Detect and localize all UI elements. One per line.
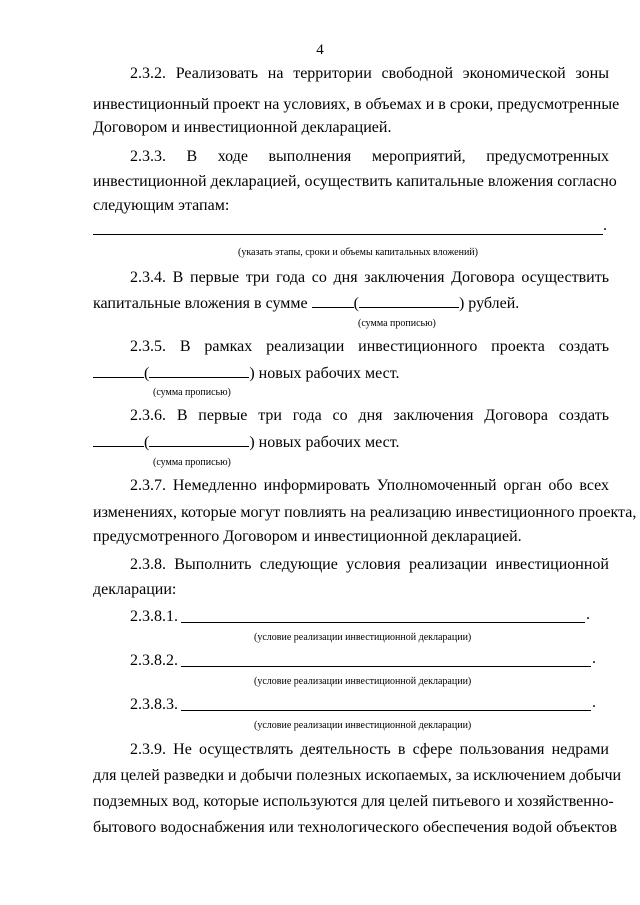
clause-2-3-4-line-1: 2.3.4. В первые три года со дня заключения Договора осуществить: [130, 269, 609, 286]
clause-2-3-4-line-2: [93, 292, 609, 314]
clause-2-3-3-line-2: инвестиционной декларацией, осуществить капитальные вложения согласно: [93, 173, 617, 190]
clause-2-3-9-line-2: для целей разведки и добычи полезных ископаемых, за исключением добычи: [93, 767, 622, 784]
page-number: 4: [316, 42, 324, 58]
clause-2-3-9-line-3: подземных вод, которые используются для целей питьевого и хозяйственно-: [93, 793, 614, 810]
clause-2-3-8-line-2: декларации:: [93, 581, 177, 598]
clause-2-3-3-line-3: следующим этапам:: [93, 197, 230, 214]
stages-blank-caption: (указать этапы, сроки и объемы капитальных вложений): [238, 247, 478, 258]
new-jobs-label: новых рабочих мест.: [258, 434, 400, 451]
clause-2-3-3-line-1: 2.3.3. В ходе выполнения мероприятий, предусмотренных: [130, 148, 609, 165]
close-paren: ): [458, 295, 465, 312]
investment-amount-label: капитальные вложения в сумме: [93, 295, 308, 312]
clause-2-3-7-line-3: предусмотренного Договором и инвестиционной декларацией.: [93, 528, 522, 545]
stages-blank-period: .: [603, 217, 607, 234]
clause-2-3-8-line-1: 2.3.8. Выполнить следующие условия реализации инвестиционной: [130, 556, 609, 573]
stages-blank-line: [93, 220, 603, 235]
jobs-words-blank: [149, 362, 249, 378]
condition-2-caption: (условие реализации инвестиционной декларации): [254, 676, 472, 687]
rubles-label: рублей.: [468, 295, 520, 312]
clause-2-3-2-line-2: инвестиционный проект на условиях, в объемах и в сроки, предусмотренные: [93, 96, 620, 113]
clause-2-3-5-line-2: [93, 362, 609, 384]
condition-3-period: .: [592, 694, 596, 711]
clause-2-3-6-line-2: [93, 431, 609, 453]
clause-2-3-7-line-1: 2.3.7. Немедленно информировать Уполномоченный орган обо всех: [130, 477, 609, 494]
open-paren: (: [144, 434, 150, 451]
condition-3-blank: [181, 696, 591, 711]
jobs-3yr-caption: (сумма прописью): [153, 457, 231, 468]
jobs-digits-blank: [93, 362, 144, 378]
condition-1-number: 2.3.8.1.: [130, 608, 178, 625]
close-paren: ): [249, 365, 255, 382]
clause-2-3-2-line-3: Договором и инвестиционной декларацией.: [93, 119, 392, 136]
investment-amount-caption: (сумма прописью): [358, 318, 436, 329]
jobs-3yr-words-blank: [149, 431, 249, 447]
investment-amount-digits-blank: [312, 292, 354, 308]
condition-3-caption: (условие реализации инвестиционной декларации): [254, 720, 472, 731]
open-paren: (: [144, 365, 150, 382]
new-jobs-label: новых рабочих мест.: [258, 365, 400, 382]
condition-1-blank: [181, 608, 585, 623]
clause-2-3-6-line-1: 2.3.6. В первые три года со дня заключения Договора создать: [130, 407, 609, 424]
condition-2-number: 2.3.8.2.: [130, 652, 178, 669]
clause-2-3-2-line-1: 2.3.2. Реализовать на территории свободной экономической зоны: [130, 65, 609, 82]
close-paren: ): [249, 434, 255, 451]
condition-2-period: .: [592, 650, 596, 667]
jobs-caption: (сумма прописью): [153, 387, 231, 398]
condition-1-caption: (условие реализации инвестиционной декларации): [254, 632, 472, 643]
clause-2-3-5-line-1: 2.3.5. В рамках реализации инвестиционного проекта создать: [130, 338, 609, 355]
investment-amount-words-blank: [359, 292, 459, 308]
condition-3-number: 2.3.8.3.: [130, 696, 178, 713]
jobs-3yr-digits-blank: [93, 431, 144, 447]
clause-2-3-9-line-4: бытового водоснабжения или технологического обеспечения водой объектов: [93, 819, 618, 836]
condition-2-blank: [181, 652, 591, 667]
clause-2-3-9-line-1: 2.3.9. Не осуществлять деятельность в сфере пользования недрами: [130, 741, 609, 758]
open-paren: (: [353, 295, 359, 312]
clause-2-3-7-line-2: изменениях, которые могут повлиять на реализацию инвестиционного проекта,: [93, 504, 637, 521]
condition-1-period: .: [586, 606, 590, 623]
